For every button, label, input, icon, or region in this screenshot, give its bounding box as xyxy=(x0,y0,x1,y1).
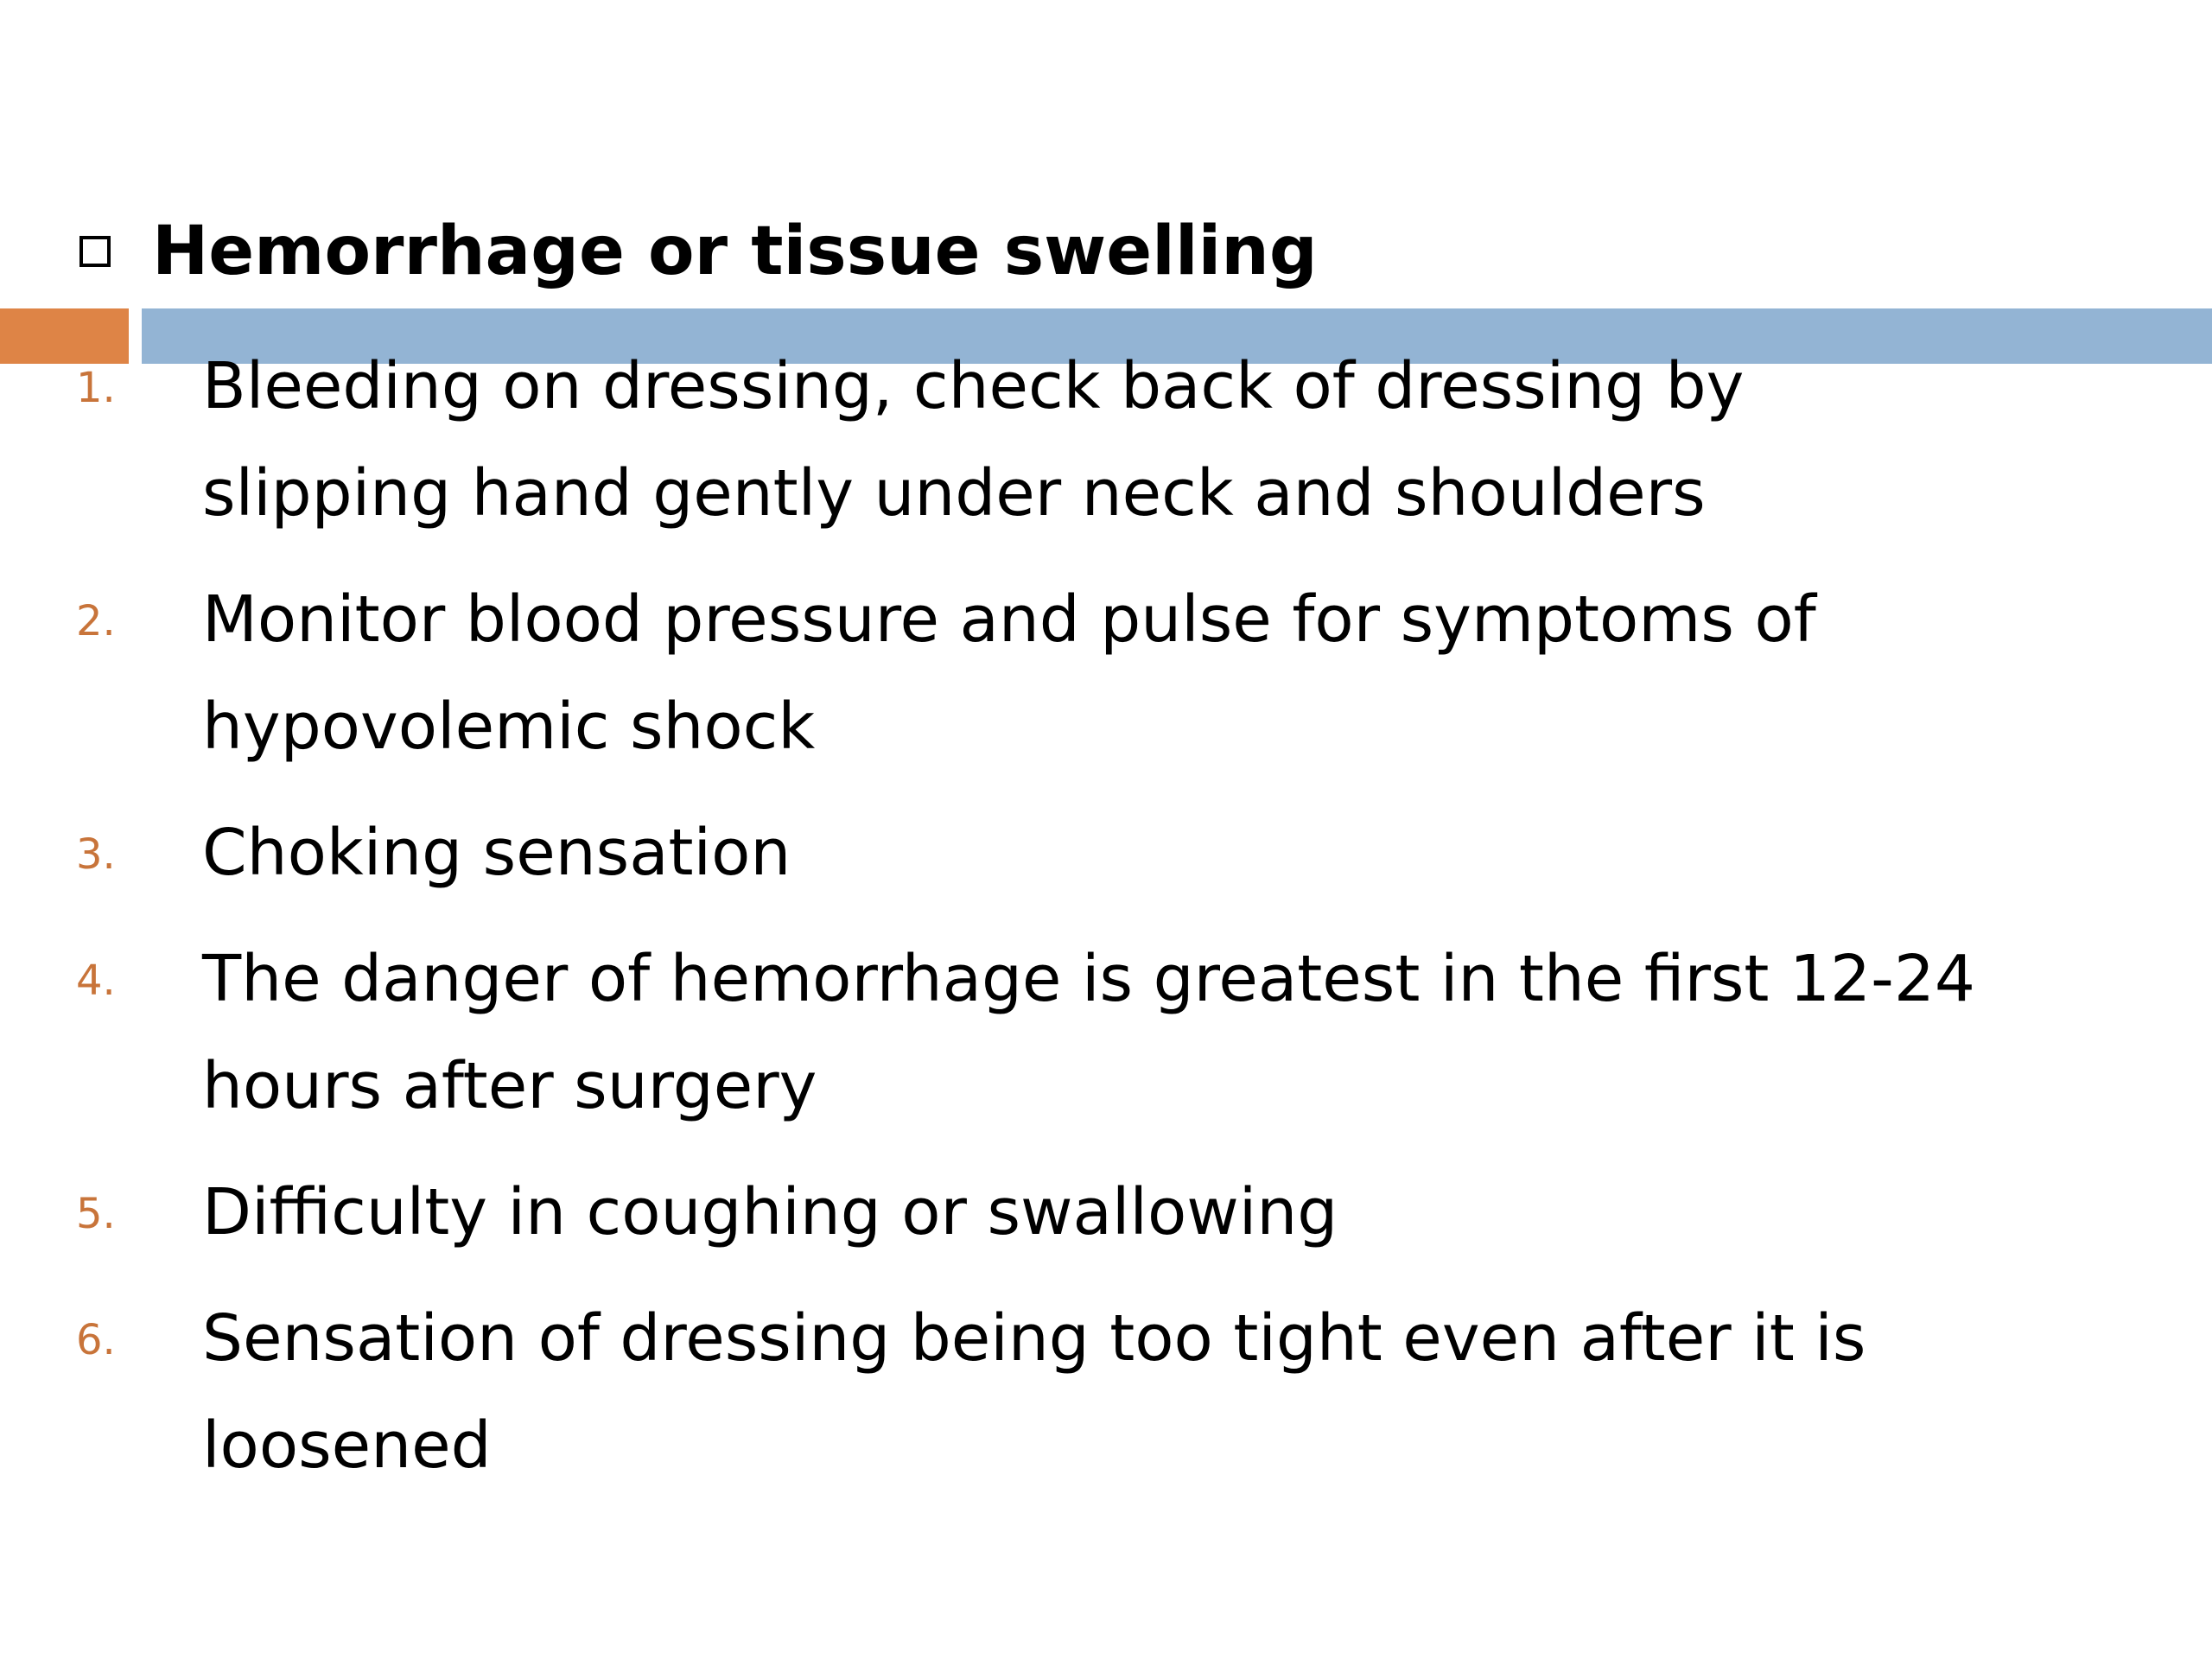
list-item-number: 2. xyxy=(76,597,116,645)
list-item-number: 1. xyxy=(76,364,116,412)
list-item xyxy=(0,566,2212,780)
list-item-number: 4. xyxy=(76,957,116,1005)
list-item xyxy=(0,925,2212,1140)
slide-heading: Hemorrhage or tissue swelling xyxy=(152,213,1318,290)
list-item-text: The danger of hemorrhage is greatest in the first 12-24 hours after surgery xyxy=(202,942,1975,1123)
list-item-number: 3. xyxy=(76,830,116,879)
list-item-text: Difficulty in coughing or swallowing xyxy=(202,1175,1338,1249)
square-bullet-icon xyxy=(79,236,111,267)
list-item xyxy=(0,799,2212,906)
list-item-text: Bleeding on dressing, check back of dressing by slipping hand gently under neck and shoulders xyxy=(202,349,1745,531)
list-item xyxy=(0,1159,2212,1266)
list-item xyxy=(0,1285,2212,1499)
list-item-number: 6. xyxy=(76,1316,116,1364)
list-item-number: 5. xyxy=(76,1190,116,1238)
list-item xyxy=(0,333,2212,547)
list-item-text: Monitor blood pressure and pulse for symptoms of hypovolemic shock xyxy=(202,582,1816,764)
list-item-text: Choking sensation xyxy=(202,816,791,890)
numbered-list xyxy=(0,333,2212,1518)
heading-row xyxy=(79,204,1318,299)
list-item-text: Sensation of dressing being too tight even after it is loosened xyxy=(202,1301,1866,1483)
